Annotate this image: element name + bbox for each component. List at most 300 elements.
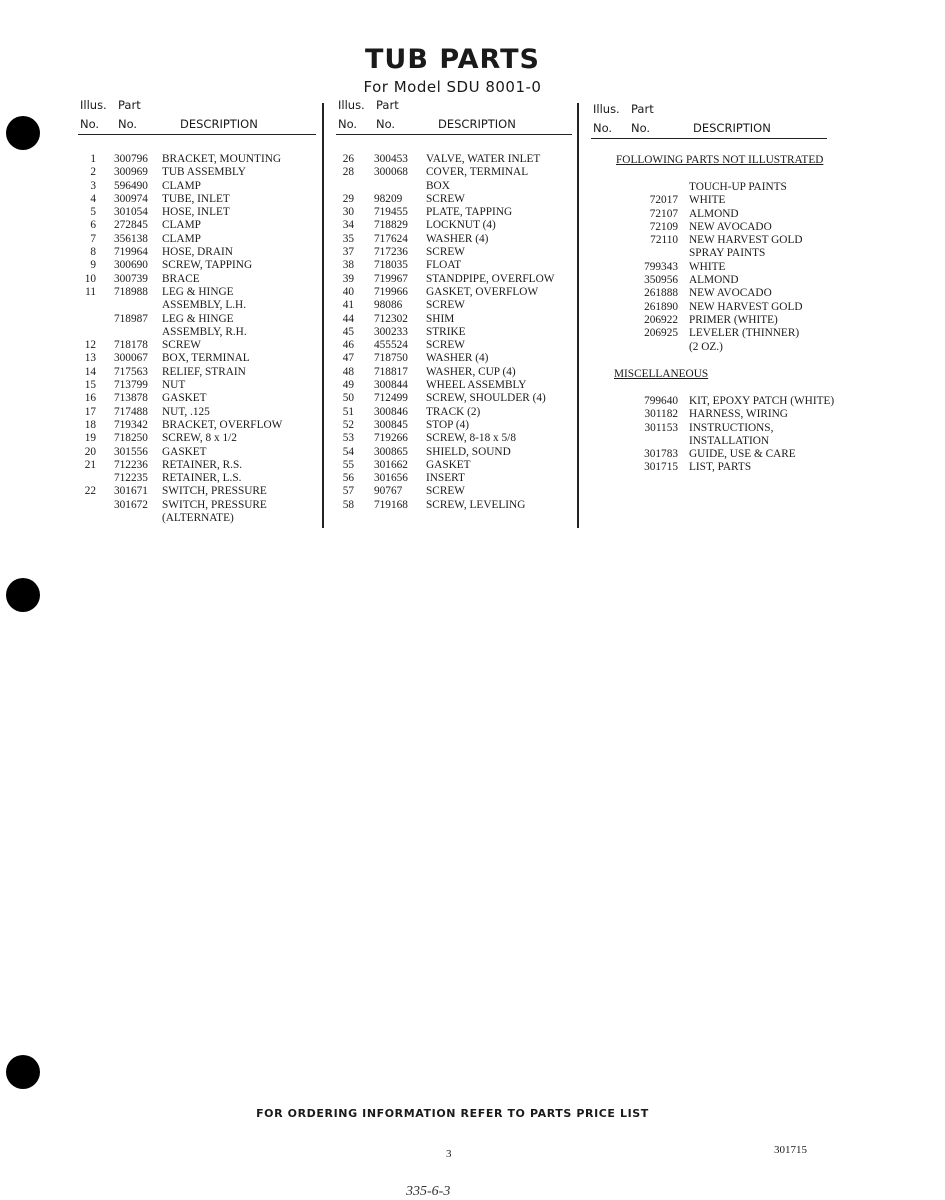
header-illus-no: No. bbox=[80, 117, 100, 131]
part-number: 300974 bbox=[114, 192, 148, 205]
illus-number: 26 bbox=[342, 153, 354, 165]
part-description: SHIM bbox=[426, 312, 455, 325]
table-row bbox=[616, 461, 846, 474]
table-row bbox=[336, 206, 572, 219]
punch-hole-top bbox=[6, 116, 40, 150]
table-row bbox=[336, 432, 572, 445]
table-row bbox=[616, 314, 846, 327]
table-row bbox=[336, 153, 572, 166]
part-number: 719455 bbox=[374, 206, 408, 219]
part-number: 718988 bbox=[114, 285, 148, 298]
part-description: CLAMP bbox=[162, 232, 201, 245]
part-description: LOCKNUT (4) bbox=[426, 219, 496, 232]
part-number: 596490 bbox=[114, 179, 148, 192]
column-header bbox=[336, 96, 572, 135]
part-number: 300969 bbox=[114, 166, 148, 179]
illus-number: 56 bbox=[342, 472, 354, 485]
table-row bbox=[78, 392, 316, 405]
part-number: 712302 bbox=[374, 312, 408, 325]
illus-number: 28 bbox=[342, 166, 354, 179]
table-row bbox=[616, 287, 846, 300]
table-row bbox=[336, 352, 572, 365]
part-number: 301783 bbox=[644, 448, 678, 461]
column-divider bbox=[322, 103, 324, 528]
table-row bbox=[336, 166, 572, 179]
table-row bbox=[336, 499, 572, 512]
table-row bbox=[336, 286, 572, 299]
part-number: 300453 bbox=[374, 153, 408, 165]
part-description: SPRAY PAINTS bbox=[689, 247, 766, 260]
part-description: BOX, TERMINAL bbox=[162, 352, 250, 365]
table-row bbox=[616, 208, 846, 221]
illus-number: 53 bbox=[342, 432, 354, 445]
illus-number: 29 bbox=[342, 192, 354, 205]
table-row bbox=[336, 219, 572, 232]
illus-number: 1 bbox=[90, 153, 96, 165]
table-row bbox=[336, 366, 572, 379]
table-row bbox=[78, 366, 316, 379]
parts-list bbox=[78, 153, 316, 525]
illus-number: 51 bbox=[342, 405, 354, 418]
part-description: INSERT bbox=[426, 472, 465, 485]
illus-number: 6 bbox=[90, 219, 96, 232]
part-description: SWITCH, PRESSURE bbox=[162, 498, 267, 511]
part-description: SCREW bbox=[426, 299, 465, 312]
table-row bbox=[336, 233, 572, 246]
table-row bbox=[336, 485, 572, 498]
illus-number: 11 bbox=[85, 285, 96, 298]
part-number: 72110 bbox=[650, 234, 678, 247]
part-number: 300846 bbox=[374, 405, 408, 418]
table-row bbox=[78, 406, 316, 419]
table-row bbox=[616, 422, 846, 435]
table-row bbox=[78, 193, 316, 206]
table-row bbox=[336, 299, 572, 312]
part-number: 718987 bbox=[114, 312, 148, 325]
header-part-no: No. bbox=[118, 117, 138, 131]
illus-number: 34 bbox=[342, 219, 354, 232]
parts-column-1 bbox=[78, 96, 316, 525]
part-number: 350956 bbox=[644, 274, 678, 287]
part-number: 301054 bbox=[114, 206, 148, 219]
part-number: 301671 bbox=[114, 485, 148, 498]
part-description: TRACK (2) bbox=[426, 405, 481, 418]
part-description: HOSE, INLET bbox=[162, 206, 230, 219]
part-description: BRACKET, MOUNTING bbox=[162, 153, 282, 165]
part-description: PRIMER (WHITE) bbox=[689, 313, 778, 326]
part-number: 712499 bbox=[374, 392, 408, 405]
part-description: SCREW bbox=[162, 339, 201, 352]
header-illus-no: No. bbox=[593, 121, 613, 135]
table-row bbox=[78, 299, 316, 312]
part-description: RETAINER, R.S. bbox=[162, 458, 243, 471]
table-row bbox=[616, 181, 846, 194]
table-row bbox=[616, 221, 846, 234]
table-row bbox=[78, 206, 316, 219]
part-description: SCREW, TAPPING bbox=[162, 259, 253, 272]
header-part: Part bbox=[118, 98, 141, 112]
part-number: 300844 bbox=[374, 379, 408, 392]
illus-number: 50 bbox=[342, 392, 354, 405]
part-number: 301672 bbox=[114, 498, 148, 511]
header-illus: Illus. bbox=[338, 98, 365, 112]
part-description: LEG & HINGE bbox=[162, 312, 234, 325]
page-subtitle: For Model SDU 8001-0 bbox=[363, 78, 542, 96]
table-row bbox=[616, 194, 846, 207]
illus-number: 8 bbox=[90, 246, 96, 259]
illus-number: 52 bbox=[342, 418, 354, 431]
part-description: RETAINER, L.S. bbox=[162, 472, 242, 485]
part-number: 718817 bbox=[374, 365, 408, 378]
illus-number: 14 bbox=[84, 365, 96, 378]
illus-number: 21 bbox=[84, 458, 96, 471]
table-row bbox=[616, 448, 846, 461]
part-description: (ALTERNATE) bbox=[162, 512, 234, 525]
part-description: HOSE, DRAIN bbox=[162, 246, 233, 259]
part-number: 301182 bbox=[644, 408, 678, 421]
table-row bbox=[336, 246, 572, 259]
illus-number: 30 bbox=[342, 206, 354, 219]
illus-number: 19 bbox=[84, 432, 96, 445]
illus-number: 12 bbox=[84, 339, 96, 352]
part-number: 72109 bbox=[649, 220, 678, 233]
table-row bbox=[336, 446, 572, 459]
part-description: BRACE bbox=[162, 272, 200, 285]
part-description: NUT, .125 bbox=[162, 405, 210, 418]
table-row bbox=[616, 408, 846, 421]
table-row bbox=[78, 326, 316, 339]
table-row bbox=[616, 301, 846, 314]
illus-number: 9 bbox=[90, 259, 96, 272]
part-description: NEW HARVEST GOLD bbox=[689, 234, 803, 247]
table-row bbox=[616, 395, 846, 408]
header-illus: Illus. bbox=[80, 98, 107, 112]
table-row bbox=[78, 219, 316, 232]
misc-list bbox=[616, 395, 846, 475]
table-row bbox=[78, 472, 316, 485]
illus-number: 41 bbox=[342, 299, 354, 312]
part-description: HARNESS, WIRING bbox=[689, 408, 788, 421]
part-description: GASKET bbox=[426, 458, 471, 471]
document-number: 301715 bbox=[774, 1144, 807, 1156]
illus-number: 57 bbox=[342, 485, 354, 498]
part-number: 718035 bbox=[374, 259, 408, 272]
punch-hole-middle bbox=[6, 578, 40, 612]
table-row bbox=[78, 459, 316, 472]
part-description: CLAMP bbox=[162, 219, 201, 232]
part-number: 713878 bbox=[114, 392, 148, 405]
part-description: SCREW bbox=[426, 485, 465, 498]
part-description: NEW AVOCADO bbox=[689, 287, 772, 300]
table-row bbox=[78, 313, 316, 326]
handwritten-note: 335-6-3 bbox=[406, 1184, 451, 1199]
table-row bbox=[336, 193, 572, 206]
part-number: 718178 bbox=[114, 339, 148, 352]
part-number: 712236 bbox=[114, 458, 148, 471]
illus-number: 15 bbox=[84, 379, 96, 392]
part-description: WHITE bbox=[689, 194, 726, 207]
paint-list bbox=[616, 181, 846, 354]
illus-number: 44 bbox=[342, 312, 354, 325]
part-description: PLATE, TAPPING bbox=[426, 206, 513, 219]
part-description: NEW HARVEST GOLD bbox=[689, 300, 803, 313]
table-row bbox=[78, 166, 316, 179]
illus-number: 58 bbox=[342, 498, 354, 511]
part-number: 300690 bbox=[114, 259, 148, 272]
part-number: 717624 bbox=[374, 232, 408, 245]
part-description: WHITE bbox=[689, 260, 726, 273]
part-description: LEG & HINGE bbox=[162, 285, 234, 298]
part-number: 206922 bbox=[644, 313, 678, 326]
part-number: 300739 bbox=[114, 272, 148, 285]
illus-number: 46 bbox=[342, 339, 354, 352]
table-row bbox=[336, 419, 572, 432]
illus-number: 55 bbox=[342, 458, 354, 471]
part-number: 455524 bbox=[374, 339, 408, 352]
part-description: STRIKE bbox=[426, 325, 466, 338]
illus-number: 45 bbox=[342, 325, 354, 338]
illus-number: 5 bbox=[90, 206, 96, 219]
part-description: SCREW bbox=[426, 339, 465, 352]
part-number: 272845 bbox=[114, 219, 148, 232]
part-description: KIT, EPOXY PATCH (WHITE) bbox=[689, 395, 835, 407]
part-number: 300233 bbox=[374, 325, 408, 338]
part-number: 719266 bbox=[374, 432, 408, 445]
part-description: ALMOND bbox=[689, 207, 739, 220]
part-description: TUB ASSEMBLY bbox=[162, 166, 246, 179]
illus-number: 48 bbox=[342, 365, 354, 378]
illus-number: 39 bbox=[342, 272, 354, 285]
part-description: WASHER, CUP (4) bbox=[426, 365, 516, 378]
ordering-footer: FOR ORDERING INFORMATION REFER TO PARTS PRICE LIST bbox=[256, 1107, 649, 1120]
illus-number: 18 bbox=[84, 418, 96, 431]
part-description: TOUCH-UP PAINTS bbox=[689, 181, 787, 193]
table-row bbox=[78, 419, 316, 432]
part-number: 261890 bbox=[644, 300, 678, 313]
table-row bbox=[336, 180, 572, 193]
part-number: 718250 bbox=[114, 432, 148, 445]
table-row bbox=[616, 247, 846, 260]
part-number: 261888 bbox=[644, 287, 678, 300]
part-description: GASKET bbox=[162, 445, 207, 458]
part-number: 799343 bbox=[644, 260, 678, 273]
header-part-no: No. bbox=[631, 121, 651, 135]
table-row bbox=[616, 274, 846, 287]
table-row bbox=[336, 339, 572, 352]
part-number: 300845 bbox=[374, 418, 408, 431]
part-number: 98209 bbox=[374, 192, 403, 205]
illus-number: 17 bbox=[84, 405, 96, 418]
part-number: 356138 bbox=[114, 232, 148, 245]
part-description: VALVE, WATER INLET bbox=[426, 153, 541, 165]
part-description: WASHER (4) bbox=[426, 232, 489, 245]
part-description: NUT bbox=[162, 379, 186, 392]
table-row bbox=[336, 313, 572, 326]
header-description: DESCRIPTION bbox=[693, 121, 771, 135]
table-row bbox=[78, 379, 316, 392]
part-number: 300865 bbox=[374, 445, 408, 458]
parts-column-2 bbox=[336, 96, 572, 512]
part-description: SHIELD, SOUND bbox=[426, 445, 511, 458]
part-description: TUBE, INLET bbox=[162, 192, 230, 205]
part-description: ASSEMBLY, R.H. bbox=[162, 325, 247, 338]
punch-hole-bottom bbox=[6, 1055, 40, 1089]
table-row bbox=[78, 259, 316, 272]
table-row bbox=[616, 327, 846, 340]
table-row bbox=[336, 406, 572, 419]
part-number: 717488 bbox=[114, 405, 148, 418]
page-title: TUB PARTS bbox=[365, 44, 540, 75]
table-row bbox=[78, 499, 316, 512]
part-number: 712235 bbox=[114, 472, 148, 485]
illus-number: 16 bbox=[84, 392, 96, 405]
part-number: 72017 bbox=[649, 194, 678, 207]
part-number: 301715 bbox=[644, 461, 678, 474]
part-number: 718829 bbox=[374, 219, 408, 232]
part-number: 301556 bbox=[114, 445, 148, 458]
table-row bbox=[336, 326, 572, 339]
table-row bbox=[78, 352, 316, 365]
illus-number: 10 bbox=[84, 272, 96, 285]
table-row bbox=[336, 379, 572, 392]
part-number: 713799 bbox=[114, 379, 148, 392]
part-description: SCREW bbox=[426, 246, 465, 259]
part-description: BRACKET, OVERFLOW bbox=[162, 418, 283, 431]
illus-number: 40 bbox=[342, 285, 354, 298]
section-miscellaneous: MISCELLANEOUS bbox=[614, 368, 709, 380]
table-row bbox=[336, 459, 572, 472]
part-number: 717236 bbox=[374, 246, 408, 259]
part-number: 719964 bbox=[114, 246, 148, 259]
table-row bbox=[78, 446, 316, 459]
table-row bbox=[336, 472, 572, 485]
part-description: SCREW, LEVELING bbox=[426, 498, 526, 511]
parts-column-3 bbox=[591, 96, 827, 135]
part-description: GASKET bbox=[162, 392, 207, 405]
table-row bbox=[616, 341, 846, 354]
illus-number: 20 bbox=[84, 445, 96, 458]
table-row bbox=[616, 234, 846, 247]
part-description: SCREW, 8 x 1/2 bbox=[162, 432, 237, 445]
header-illus: Illus. bbox=[593, 102, 620, 116]
part-number: 301662 bbox=[374, 458, 408, 471]
part-description: GASKET, OVERFLOW bbox=[426, 285, 539, 298]
part-description: GUIDE, USE & CARE bbox=[689, 448, 796, 461]
part-number: 300067 bbox=[114, 352, 148, 365]
illus-number: 38 bbox=[342, 259, 354, 272]
table-row bbox=[78, 512, 316, 525]
part-description: COVER, TERMINAL bbox=[426, 166, 529, 179]
header-illus-no: No. bbox=[338, 117, 358, 131]
table-row bbox=[78, 485, 316, 498]
part-number: 719168 bbox=[374, 498, 408, 511]
part-description: LEVELER (THINNER) bbox=[689, 327, 800, 340]
part-description: RELIEF, STRAIN bbox=[162, 365, 246, 378]
part-number: 301656 bbox=[374, 472, 408, 485]
part-number: 206925 bbox=[644, 327, 678, 340]
part-description: SCREW bbox=[426, 192, 465, 205]
table-row bbox=[78, 273, 316, 286]
part-number: 72107 bbox=[649, 207, 678, 220]
table-row bbox=[616, 435, 846, 448]
table-row bbox=[78, 153, 316, 166]
part-number: 718750 bbox=[374, 352, 408, 365]
illus-number: 47 bbox=[342, 352, 354, 365]
table-row bbox=[78, 286, 316, 299]
part-description: LIST, PARTS bbox=[689, 461, 752, 474]
part-number: 719966 bbox=[374, 285, 408, 298]
table-row bbox=[78, 233, 316, 246]
illus-number: 7 bbox=[90, 232, 96, 245]
illus-number: 13 bbox=[84, 352, 96, 365]
header-part: Part bbox=[376, 98, 399, 112]
part-number: 301153 bbox=[644, 421, 678, 434]
part-description: BOX bbox=[426, 179, 450, 192]
part-description: STOP (4) bbox=[426, 418, 469, 431]
illus-number: 22 bbox=[84, 485, 96, 498]
part-number: 719342 bbox=[114, 418, 148, 431]
part-number: 90767 bbox=[374, 485, 403, 498]
section-not-illustrated: FOLLOWING PARTS NOT ILLUSTRATED bbox=[616, 154, 824, 166]
illus-number: 35 bbox=[342, 232, 354, 245]
header-part-no: No. bbox=[376, 117, 396, 131]
table-row bbox=[78, 180, 316, 193]
illus-number: 3 bbox=[90, 179, 96, 192]
part-number: 799640 bbox=[644, 395, 678, 407]
part-number: 717563 bbox=[114, 365, 148, 378]
part-description: INSTRUCTIONS, bbox=[689, 421, 774, 434]
part-description: WHEEL ASSEMBLY bbox=[426, 379, 527, 392]
header-description: DESCRIPTION bbox=[180, 117, 258, 131]
part-description: NEW AVOCADO bbox=[689, 220, 772, 233]
table-row bbox=[336, 259, 572, 272]
part-number: 300796 bbox=[114, 153, 148, 165]
table-row bbox=[78, 246, 316, 259]
table-row bbox=[336, 392, 572, 405]
column-divider bbox=[577, 103, 579, 528]
part-description: SCREW, SHOULDER (4) bbox=[426, 392, 546, 405]
illus-number: 54 bbox=[342, 445, 354, 458]
illus-number: 37 bbox=[342, 246, 354, 259]
part-description: SCREW, 8-18 x 5/8 bbox=[426, 432, 516, 445]
part-description: CLAMP bbox=[162, 179, 201, 192]
table-row bbox=[616, 261, 846, 274]
illus-number: 2 bbox=[90, 166, 96, 179]
part-description: SWITCH, PRESSURE bbox=[162, 485, 267, 498]
part-description: ASSEMBLY, L.H. bbox=[162, 299, 247, 312]
part-description: (2 OZ.) bbox=[689, 340, 723, 353]
part-description: STANDPIPE, OVERFLOW bbox=[426, 272, 555, 285]
part-number: 98086 bbox=[374, 299, 403, 312]
part-description: ALMOND bbox=[689, 274, 739, 287]
part-number: 719967 bbox=[374, 272, 408, 285]
illus-number: 49 bbox=[342, 379, 354, 392]
table-row bbox=[336, 273, 572, 286]
header-description: DESCRIPTION bbox=[438, 117, 516, 131]
part-number: 300068 bbox=[374, 166, 408, 179]
header-part: Part bbox=[631, 102, 654, 116]
column-header bbox=[591, 100, 827, 139]
table-row bbox=[78, 432, 316, 445]
illus-number: 4 bbox=[90, 192, 96, 205]
part-description: FLOAT bbox=[426, 259, 462, 272]
parts-list bbox=[336, 153, 572, 512]
part-description: INSTALLATION bbox=[689, 434, 770, 447]
part-description: WASHER (4) bbox=[426, 352, 489, 365]
column-header bbox=[78, 96, 316, 135]
table-row bbox=[78, 339, 316, 352]
page-number: 3 bbox=[446, 1148, 452, 1160]
